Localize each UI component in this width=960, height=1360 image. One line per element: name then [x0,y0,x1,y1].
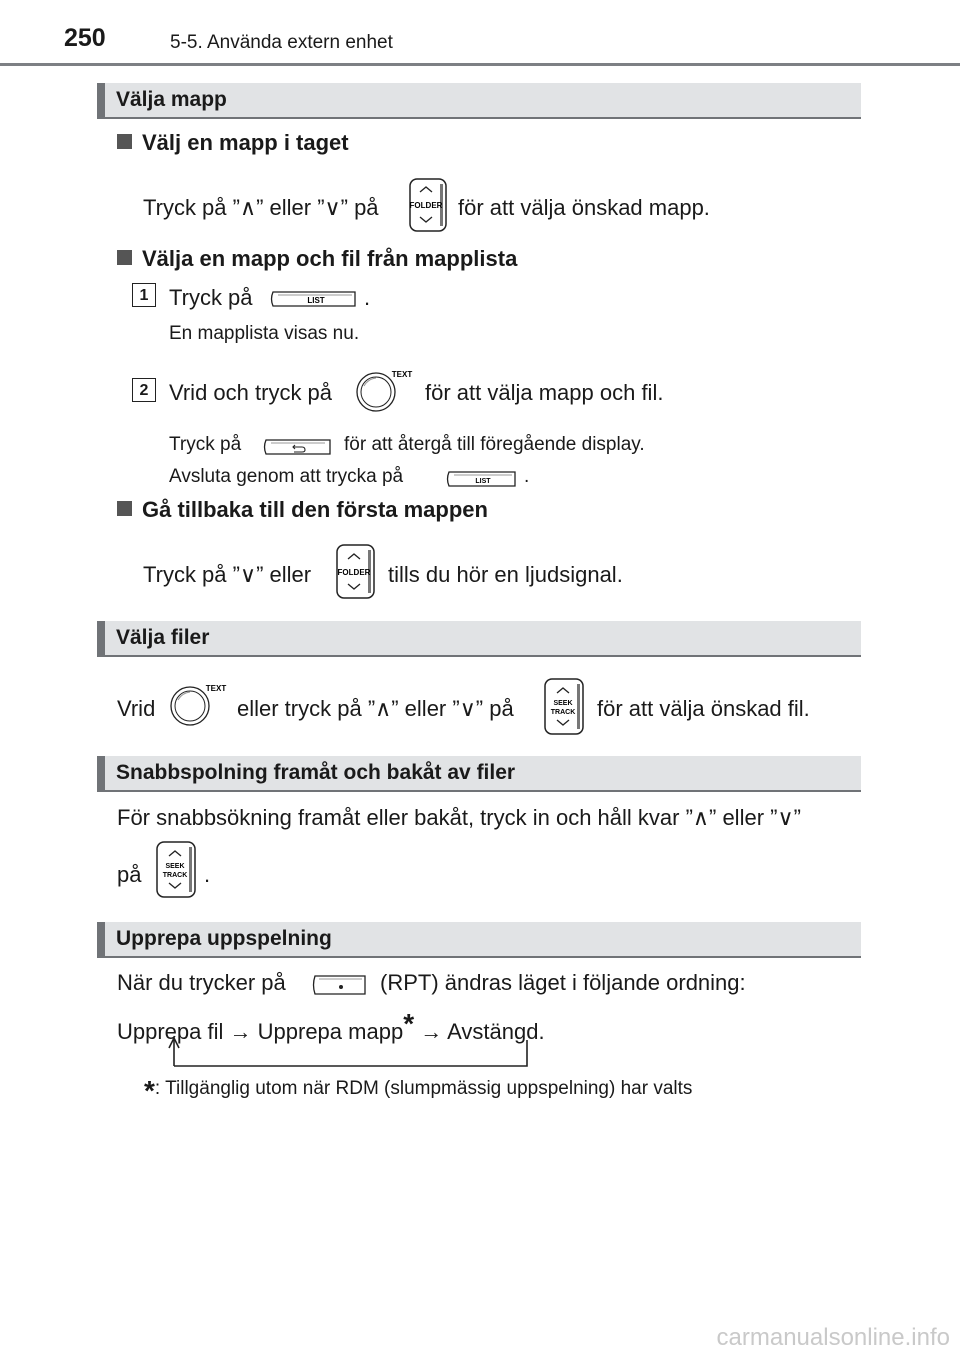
text-label: TEXT [391,370,413,379]
sequence-item: Upprepa mapp [257,1019,404,1044]
text-knob-icon [354,366,416,416]
files-text: för att välja önskad fil. [597,696,810,721]
folder-button-icon [407,178,449,232]
square-bullet-icon [117,501,132,516]
section-header-upprepa [97,922,861,958]
text-label: TEXT [205,684,227,693]
back-button-icon [263,437,333,457]
step1-text: Tryck på [169,285,253,310]
track-label: TRACK [162,872,188,879]
step2-text: Vrid och tryck på [169,380,333,405]
note-back: för att återgå till föregående display. [344,434,645,455]
step1-period: . [364,285,371,310]
files-text: eller tryck på ”∧” eller ”∨” på [237,696,514,721]
note-back: Tryck på [169,434,242,455]
files-text: Vrid [117,696,156,721]
step-number-1: 1 [132,283,156,307]
square-bullet-icon [117,134,132,149]
list-label: LIST [307,296,325,305]
sequence-item: Avstängd. [447,1019,545,1044]
section-title: Upprepa uppspelning [116,927,332,950]
step2-text: för att välja mapp och fil. [425,380,664,405]
section-header-valja-mapp [97,83,861,119]
note-exit-period: . [524,466,530,487]
section-title: Välja filer [116,626,210,649]
seek-track-button-icon [154,841,200,899]
step-number-2: 2 [132,378,156,402]
text-knob-icon [168,681,232,729]
rpt-button-icon [312,972,368,998]
footnote [144,1075,692,1107]
track-label: TRACK [550,709,576,716]
list-button-icon [446,469,518,489]
subheading-forsta-mappen: Gå tillbaka till den första mappen [117,497,488,523]
arrow-right-icon: → [229,1019,252,1044]
section-header-valja-filer [97,621,861,657]
instruction-text: tills du hör en ljudsignal. [388,562,623,587]
asterisk: * [403,1008,415,1039]
instruction-text: Tryck på ”∨” eller [143,562,312,587]
list-button-icon [270,288,358,310]
step1-note: En mapplista visas nu. [169,323,360,344]
sequence-item: Upprepa fil [117,1019,224,1044]
seek-text: på [117,862,142,887]
seek-track-button-icon [542,678,588,736]
folder-label: FOLDER [337,568,371,577]
section-title: Snabbspolning framåt och bakåt av filer [116,761,516,784]
seek-label: SEEK [553,700,573,707]
seek-period: . [204,862,211,887]
repeat-text: När du trycker på [117,970,286,995]
arrow-right-icon: → [420,1019,443,1044]
note-exit: Avsluta genom att trycka på [169,466,404,487]
seek-label: SEEK [165,863,185,870]
page-number: 250 [64,24,106,52]
seek-text: För snabbsökning framåt eller bakåt, tryck in och håll kvar ”∧” eller ”∨” [117,805,801,830]
square-bullet-icon [117,250,132,265]
loop-back-arrow [165,1036,535,1072]
folder-label: FOLDER [409,201,443,210]
chapter-title: 5-5. Använda extern enhet [170,32,393,53]
repeat-text: (RPT) ändras läget i följande ordning: [380,970,746,995]
instruction-text: för att välja önskad mapp. [458,195,710,220]
list-label: LIST [475,478,491,485]
folder-button-icon [334,544,378,600]
footnote-text: : Tillgänglig utom när RDM (slumpmässig uppspelning) har valts [154,1078,693,1099]
watermark: carmanualsonline.info [716,1324,950,1351]
header-rule [0,63,960,66]
subheading-valj-en-mapp: Välj en mapp i taget [117,130,349,156]
asterisk: * [144,1075,155,1106]
section-title: Välja mapp [116,88,227,111]
section-header-snabbspolning [97,756,861,792]
subheading-mapplista: Välja en mapp och fil från mapplista [117,246,517,272]
instruction-text: Tryck på ”∧” eller ”∨” på [143,195,379,220]
